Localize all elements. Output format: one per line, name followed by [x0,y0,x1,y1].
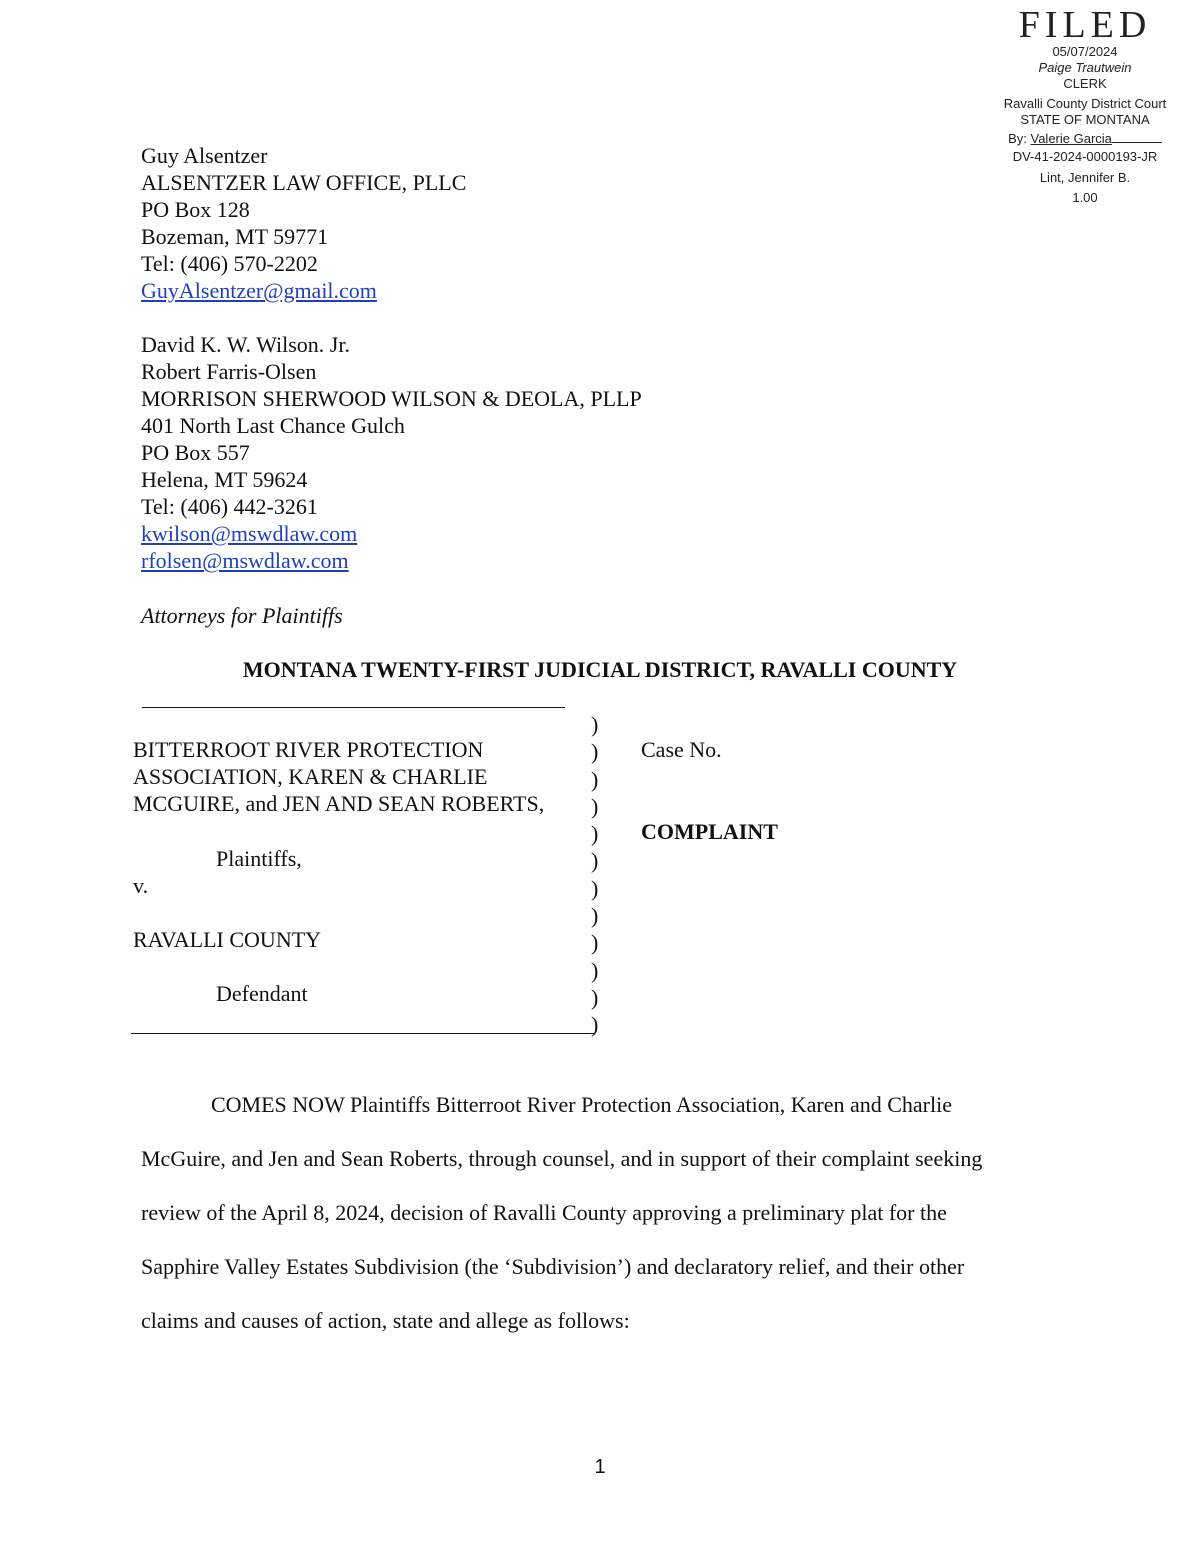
paren: ) [591,903,599,929]
attorney2-name2: Robert Farris-Olsen [141,359,317,384]
paren: ) [591,821,599,847]
paren: ) [591,957,599,983]
stamp-judge: Lint, Jennifer B. [1039,170,1131,185]
case-no-label: Case No. [641,737,722,762]
paren: ) [591,848,599,874]
paren: ) [591,739,599,765]
attorney2-firm: MORRISON SHERWOOD WILSON & DEOLA, PLLP [141,386,642,411]
plaintiff-line-1: BITTERROOT RIVER PROTECTION [133,737,484,762]
attorney2-tel: Tel: (406) 442-3261 [141,494,318,519]
stamp-court: Ravalli County District Court [1003,96,1167,111]
paren: ) [591,712,599,737]
body-line-4: Sapphire Valley Estates Subdivision (the ‘Subdivision’) and declaratory relief, and their other [141,1254,965,1279]
paren: ) [591,930,599,956]
stamp-code: 1.00 [1072,190,1098,205]
page-number: 1 [594,1456,606,1478]
stamp-by-name: Valerie Garcia [1030,131,1112,146]
versus: v. [133,873,149,898]
attorney-block-1 [141,142,466,304]
attorney2-box: PO Box 557 [141,440,250,465]
caption-top-rule [142,707,565,708]
stamp-title: FILED [1018,4,1152,46]
body-paragraph [141,1078,1061,1348]
attorneys-for: Attorneys for Plaintiffs [141,603,343,628]
plaintiff-line-3: MCGUIRE, and JEN AND SEAN ROBERTS, [133,791,545,816]
attorney1-firm: ALSENTZER LAW OFFICE, PLLC [141,170,467,195]
stamp-by-label: By: [1008,131,1027,146]
stamp-state: STATE OF MONTANA [1020,112,1150,127]
caption-paren-column [591,711,598,1039]
stamp-case-number: DV-41-2024-0000193-JR [1012,149,1158,164]
stamp-clerk-title: CLERK [1063,76,1107,91]
attorney2-street: 401 North Last Chance Gulch [141,413,405,438]
defendant-name: RAVALLI COUNTY [133,927,322,952]
stamp-date: 05/07/2024 [1052,44,1118,59]
paren: ) [591,1012,599,1038]
body-line-5: claims and causes of action, state and allege as follows: [141,1308,630,1333]
attorney2-email1-link[interactable]: kwilson@mswdlaw.com [141,521,358,546]
stamp-by-line [985,130,1185,147]
attorney1-email-link[interactable]: GuyAlsentzer@gmail.com [141,278,377,303]
paren: ) [591,875,599,901]
attorney2-name1: David K. W. Wilson. Jr. [141,332,350,357]
attorney-block-2 [141,331,642,574]
defendant-label: Defendant [216,981,308,1006]
body-line-2: McGuire, and Jen and Sean Roberts, through counsel, and in support of their complaint seeking [141,1146,983,1171]
stamp-clerk-name: Paige Trautwein [1038,60,1132,75]
paren: ) [591,793,599,819]
paren: ) [591,766,599,792]
court-heading: MONTANA TWENTY-FIRST JUDICIAL DISTRICT, RAVALLI COUNTY [242,657,958,682]
caption-bottom-rule [131,1033,594,1034]
plaintiffs-label: Plaintiffs, [216,846,302,871]
attorney1-name: Guy Alsentzer [141,143,268,168]
paren: ) [591,984,599,1010]
body-line-1: COMES NOW Plaintiffs Bitterroot River Protection Association, Karen and Charlie [211,1092,952,1117]
document-title: COMPLAINT [641,819,778,844]
attorney2-city: Helena, MT 59624 [141,467,308,492]
filing-stamp [985,6,1185,206]
attorney1-city: Bozeman, MT 59771 [141,224,329,249]
attorney1-tel: Tel: (406) 570-2202 [141,251,318,276]
plaintiff-line-2: ASSOCIATION, KAREN & CHARLIE [133,764,488,789]
attorney1-box: PO Box 128 [141,197,250,222]
body-line-3: review of the April 8, 2024, decision of Ravalli County approving a preliminary plat for the [141,1200,947,1225]
attorney2-email2-link[interactable]: rfolsen@mswdlaw.com [141,548,349,573]
